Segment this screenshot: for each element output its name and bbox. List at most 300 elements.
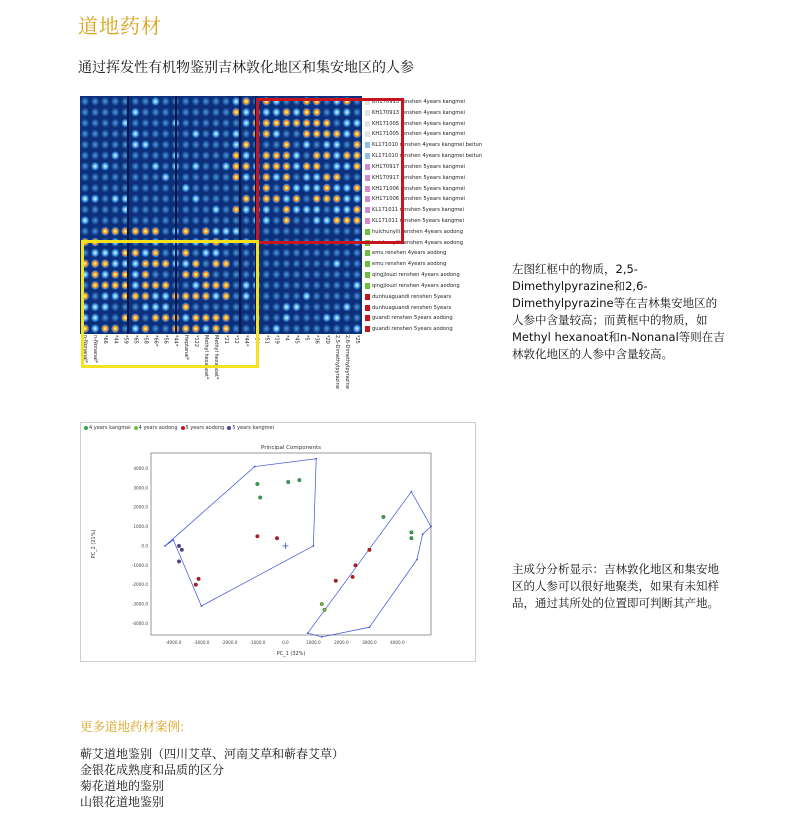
- compound-label: *4: [283, 335, 290, 341]
- heatmap-cell: [141, 129, 150, 138]
- heatmap-cell: [111, 129, 120, 138]
- heatmap-cell: [101, 108, 110, 117]
- pca-point: [256, 534, 260, 538]
- pca-x-tick: 4000.0: [390, 640, 405, 645]
- heatmap-cell: [222, 97, 231, 106]
- sample-label-text: KL171010 renshen 4years kangmei beitun: [372, 142, 483, 149]
- heatmap-cell: [242, 97, 251, 106]
- sample-label-text: KH170913 renshen 4years kangmei: [372, 99, 465, 105]
- heatmap-cell: [343, 292, 352, 301]
- heatmap-cell: [353, 259, 362, 268]
- sample-color-swatch: [365, 261, 370, 267]
- heatmap-cell: [131, 194, 140, 203]
- heatmap-cell: [302, 292, 311, 301]
- sample-label-text: emu renshen 4years aodong: [372, 250, 447, 257]
- heatmap-cell: [222, 194, 231, 203]
- compound-label: *122: [192, 335, 199, 348]
- sample-label: [365, 313, 453, 323]
- sample-color-swatch: [365, 283, 370, 289]
- heatmap-cell: [262, 292, 271, 301]
- heatmap-cell: [222, 108, 231, 117]
- heatmap-cell: [312, 248, 321, 257]
- heatmap-cell: [302, 281, 311, 290]
- section-heading: 通过挥发性有机物鉴别吉林敦化地区和集安地区的人参: [78, 60, 414, 76]
- heatmap-cell: [151, 216, 160, 225]
- compound-label: *44*: [243, 335, 250, 347]
- heatmap-cell: [333, 292, 342, 301]
- sample-color-swatch: [365, 272, 370, 278]
- heatmap-cell: [222, 162, 231, 171]
- heatmap-cell: [322, 292, 331, 301]
- heatmap-cell: [81, 108, 90, 117]
- heatmap-cell: [322, 302, 331, 311]
- heatmap-cell: [81, 118, 90, 127]
- heatmap-cell: [91, 140, 100, 149]
- heatmap-cell: [322, 259, 331, 268]
- heatmap-cell: [181, 183, 190, 192]
- pca-point: [410, 536, 414, 540]
- compound-label: *36: [313, 335, 320, 344]
- pca-plot-frame: [151, 453, 431, 635]
- heatmap-cell: [181, 205, 190, 214]
- heatmap-cell: [141, 118, 150, 127]
- sample-label-text: KH171006 renshen 5years kangmei: [372, 185, 465, 192]
- heatmap-cell: [222, 129, 231, 138]
- heatmap-cell: [161, 118, 170, 127]
- heatmap-cell: [81, 162, 90, 171]
- heatmap-cell: [181, 97, 190, 106]
- heatmap-cell: [242, 216, 251, 225]
- heatmap-cell: [101, 97, 110, 106]
- heatmap-cell: [262, 281, 271, 290]
- heatmap-cell: [141, 173, 150, 182]
- more-example-item[interactable]: 金银花成熟度和品质的区分: [80, 763, 225, 777]
- heatmap-cell: [292, 292, 301, 301]
- heatmap-cell: [242, 129, 251, 138]
- compound-label: *65: [132, 335, 139, 344]
- pca-point: [177, 544, 181, 548]
- heatmap-cell: [81, 151, 90, 160]
- heatmap-cell: [192, 194, 201, 203]
- pca-y-tick: 0.0: [141, 543, 148, 549]
- heatmap-cell: [151, 97, 160, 106]
- heatmap-cell: [322, 270, 331, 279]
- pca-point: [177, 560, 181, 564]
- heatmap-cell: [131, 129, 140, 138]
- heatmap-cell: [101, 151, 110, 160]
- heatmap-cell: [141, 108, 150, 117]
- heatmap-cell: [333, 324, 342, 333]
- sample-label: [365, 259, 446, 269]
- heatmap-cell: [101, 140, 110, 149]
- heatmap-cell: [161, 194, 170, 203]
- heatmap-cell: [272, 259, 281, 268]
- compound-label: *51: [263, 335, 270, 344]
- heatmap-cell: [322, 324, 331, 333]
- compound-label: *5: [303, 335, 310, 341]
- pca-y-tick: -3000.0: [131, 601, 148, 607]
- heatmap-cell: [111, 173, 120, 182]
- sample-label-text: guandi renshen 5years aodong: [372, 326, 453, 333]
- heatmap-cell: [111, 151, 120, 160]
- heatmap-cell: [343, 248, 352, 257]
- pca-point: [410, 531, 414, 535]
- heatmap-cell: [192, 173, 201, 182]
- heatmap-cell: [101, 227, 110, 236]
- pca-hull-vertex: [164, 545, 166, 547]
- compound-label: *20: [323, 335, 330, 344]
- heatmap-cell: [81, 183, 90, 192]
- pca-x-tick: -3000.0: [193, 640, 210, 645]
- heatmap-cell: [111, 162, 120, 171]
- heatmap-cell: [101, 194, 110, 203]
- sample-label: [365, 248, 446, 258]
- pca-title: Principal Components: [261, 445, 321, 451]
- heatmap-cell: [192, 97, 201, 106]
- heatmap-cell: [101, 118, 110, 127]
- heatmap-cell: [141, 205, 150, 214]
- heatmap-cell: [242, 108, 251, 117]
- heatmap-cell: [212, 183, 221, 192]
- pca-y-tick: 3000.0: [133, 485, 148, 491]
- heatmap-cell: [81, 227, 90, 236]
- pca-x-tick: 3000.0: [362, 640, 377, 645]
- heatmap-cell: [161, 216, 170, 225]
- pca-point: [298, 478, 302, 482]
- heatmap-cell: [353, 324, 362, 333]
- pca-x-label: PC_1 (32%): [276, 651, 306, 657]
- heatmap-cell: [262, 248, 271, 257]
- heatmap-cell: [212, 129, 221, 138]
- pca-point: [354, 563, 358, 567]
- pca-figure: [80, 422, 476, 662]
- pca-point: [368, 548, 372, 552]
- pca-y-tick: -4000.0: [131, 620, 148, 626]
- heatmap-cell: [202, 227, 211, 236]
- compound-label: *25: [353, 335, 360, 344]
- heatmap-cell: [91, 194, 100, 203]
- heatmap-cell: [222, 205, 231, 214]
- heatmap-cell: [242, 140, 251, 149]
- pca-hull-vertex: [411, 491, 413, 493]
- pca-annotation: 主成分分析显示：吉林敦化地区和集安地区的人参可以很好地聚类，如果有未知样品，通过其所处的位置即可判断其产地。: [512, 562, 719, 610]
- pca-hull-vertex: [430, 526, 432, 528]
- compound-label: *58: [142, 335, 149, 344]
- pca-point: [180, 548, 184, 552]
- heatmap-cell: [202, 173, 211, 182]
- heatmap-cell: [111, 140, 120, 149]
- more-example-item[interactable]: 蕲艾道地鉴别（四川艾草、河南艾草和蕲春艾草）: [80, 747, 345, 761]
- heatmap-cell: [202, 216, 211, 225]
- heatmap-cell: [282, 324, 291, 333]
- compound-label: 2,6-Dimethylpyrazine: [343, 335, 350, 389]
- heatmap-cell: [91, 162, 100, 171]
- heatmap-cell: [292, 281, 301, 290]
- heatmap-cell: [192, 183, 201, 192]
- sample-label-text: dunhuaguandi renshen 5years: [372, 293, 452, 300]
- heatmap-cell: [91, 129, 100, 138]
- pca-hull-vertex: [422, 533, 424, 535]
- pca-hull-vertex: [173, 539, 175, 541]
- heatmap-cell: [81, 173, 90, 182]
- heatmap-cell: [302, 302, 311, 311]
- heatmap-cell: [181, 216, 190, 225]
- compound-label: *19: [273, 335, 280, 344]
- heatmap-cell: [212, 140, 221, 149]
- heatmap-cell: [272, 248, 281, 257]
- heatmap-cell: [212, 227, 221, 236]
- sample-label-text: huichunyili renshen 4years aodong: [372, 239, 464, 246]
- heatmap-cell: [212, 173, 221, 182]
- heatmap-cell: [161, 173, 170, 182]
- heatmap-cell: [242, 205, 251, 214]
- heatmap-cell: [272, 292, 281, 301]
- heatmap-cell: [212, 162, 221, 171]
- heatmap-cell: [302, 313, 311, 322]
- heatmap-cell: [111, 227, 120, 236]
- pca-x-tick: 0.0: [282, 640, 289, 645]
- heatmap-cell: [131, 118, 140, 127]
- compound-label: *45: [293, 335, 300, 344]
- heatmap-cell: [322, 281, 331, 290]
- heatmap-cell: [161, 151, 170, 160]
- heatmap-cell: [131, 216, 140, 225]
- heatmap-cell: [131, 97, 140, 106]
- sample-label-text: emu renshen 4years aodong: [372, 261, 447, 268]
- sample-label-text: qingjiouzi renshen 4years aodong: [372, 272, 460, 279]
- heatmap-cell: [292, 270, 301, 279]
- pca-y-tick: 2000.0: [133, 504, 148, 510]
- heatmap-cell: [312, 292, 321, 301]
- heatmap-cell: [343, 302, 352, 311]
- heatmap-cell: [343, 281, 352, 290]
- heatmap-cell: [161, 227, 170, 236]
- heatmap-cell: [192, 205, 201, 214]
- heatmap-cell: [202, 162, 211, 171]
- heatmap-cell: [202, 183, 211, 192]
- pca-legend-label: 5 years kangmei: [232, 425, 274, 431]
- sample-color-swatch: [365, 326, 370, 332]
- voc-heatmap-figure: [80, 96, 483, 389]
- heatmap-cell: [141, 97, 150, 106]
- heatmap-cell: [242, 183, 251, 192]
- heatmap-cell: [343, 313, 352, 322]
- sample-label: [365, 281, 460, 291]
- heatmap-cell: [353, 292, 362, 301]
- heatmap-cell: [192, 118, 201, 127]
- compound-label: *44*: [172, 335, 179, 347]
- pca-x-tick: -1000.0: [249, 640, 266, 645]
- compound-label: n-Nonanal*: [82, 335, 89, 364]
- heatmap-cell: [111, 205, 120, 214]
- heatmap-cell: [81, 194, 90, 203]
- heatmap-cell: [101, 183, 110, 192]
- heatmap-cell: [81, 216, 90, 225]
- more-example-item[interactable]: 山银花道地鉴别: [80, 795, 165, 809]
- heatmap-cell: [333, 248, 342, 257]
- sample-label-text: huichunyili renshen 4years aodong: [372, 228, 464, 235]
- heatmap-cell: [192, 216, 201, 225]
- heatmap-cell: [131, 227, 140, 236]
- pca-y-tick: -2000.0: [131, 582, 148, 588]
- heatmap-cell: [151, 173, 160, 182]
- compound-label: Methyl hexanoat*: [202, 335, 209, 380]
- heatmap-cell: [192, 227, 201, 236]
- heatmap-cell: [282, 281, 291, 290]
- pca-point: [256, 482, 260, 486]
- heatmap-cell: [111, 97, 120, 106]
- pca-point: [258, 496, 262, 500]
- heatmap-cell: [151, 108, 160, 117]
- heatmap-cell: [181, 129, 190, 138]
- heatmap-cell: [333, 313, 342, 322]
- heatmap-cell: [151, 194, 160, 203]
- heatmap-cell: [111, 108, 120, 117]
- more-example-item[interactable]: 菊花道地的鉴别: [80, 779, 165, 793]
- sample-label-text: KL171011 renshen 5years kangmei: [372, 207, 464, 214]
- heatmap-cell: [101, 173, 110, 182]
- pca-point: [275, 536, 279, 540]
- compound-label: *12: [233, 335, 240, 344]
- compound-label: *66: [102, 335, 109, 344]
- heatmap-cell: [242, 227, 251, 236]
- compound-label: *44: [112, 335, 119, 344]
- heatmap-cell: [333, 302, 342, 311]
- heatmap-cell: [192, 140, 201, 149]
- heatmap-cell: [242, 162, 251, 171]
- heatmap-cell: [353, 270, 362, 279]
- heatmap-cell: [302, 259, 311, 268]
- heatmap-cell: [202, 205, 211, 214]
- heatmap-cell: [282, 259, 291, 268]
- heatmap-cell: [111, 216, 120, 225]
- sample-label-text: KL171011 renshen 5years kangmei: [372, 218, 464, 224]
- heatmap-cell: [151, 118, 160, 127]
- pca-x-tick: -2000.0: [221, 640, 238, 645]
- heatmap-cell: [202, 118, 211, 127]
- heatmap-cell: [141, 216, 150, 225]
- heatmap-cell: [292, 259, 301, 268]
- sample-label-text: KH171005 renshen 4years kangmei: [372, 120, 465, 127]
- heatmap-cell: [101, 162, 110, 171]
- red-highlight-box: [256, 98, 404, 244]
- heatmap-cell: [141, 183, 150, 192]
- heatmap-cell: [242, 194, 251, 203]
- pca-x-tick: 2000.0: [334, 640, 349, 645]
- sample-label-text: qingjiouzi renshen 4years aodong: [372, 282, 460, 289]
- heatmap-cell: [131, 205, 140, 214]
- yellow-highlight-box: [81, 240, 259, 368]
- heatmap-cell: [322, 248, 331, 257]
- pca-hull-vertex: [254, 466, 256, 468]
- compound-label: *66*: [152, 335, 159, 347]
- heatmap-cell: [181, 194, 190, 203]
- heatmap-cell: [151, 140, 160, 149]
- heatmap-cell: [192, 108, 201, 117]
- heatmap-cell: [91, 216, 100, 225]
- heatmap-cell: [272, 302, 281, 311]
- heatmap-cell: [181, 162, 190, 171]
- more-examples-list: [80, 746, 344, 810]
- heatmap-cell: [202, 140, 211, 149]
- heatmap-cell: [202, 151, 211, 160]
- heatmap-cell: [222, 151, 231, 160]
- heatmap-cell: [131, 108, 140, 117]
- sample-label-text: KH171006 renshen 5years kangmei: [372, 196, 465, 203]
- sample-label-text: dunhuaguandi renshen 5years: [372, 304, 452, 311]
- sample-label-text: KH171005 renshen 4years kangmei: [372, 131, 465, 138]
- heatmap-cell: [161, 183, 170, 192]
- compound-label: *34*: [253, 335, 260, 347]
- heatmap-cell: [282, 248, 291, 257]
- heatmap-cell: [353, 248, 362, 257]
- heatmap-cell: [212, 194, 221, 203]
- pca-y-tick: 4000.0: [133, 465, 148, 471]
- pca-hull-vertex: [321, 636, 323, 638]
- heatmap-cell: [242, 118, 251, 127]
- heatmap-cell: [101, 216, 110, 225]
- heatmap-cell: [292, 302, 301, 311]
- sample-label: [365, 270, 460, 280]
- heatmap-cell: [222, 216, 231, 225]
- compound-label: n-Nonanal*: [92, 335, 99, 364]
- heatmap-cell: [181, 108, 190, 117]
- heatmap-cell: [91, 173, 100, 182]
- sample-color-swatch: [365, 250, 370, 256]
- heatmap-cell: [91, 227, 100, 236]
- heatmap-cell: [282, 270, 291, 279]
- pca-hull-vertex: [201, 605, 203, 607]
- heatmap-cell: [222, 183, 231, 192]
- heatmap-cell: [202, 108, 211, 117]
- pca-legend-label: 5 years aodong: [185, 425, 225, 431]
- heatmap-cell: [192, 129, 201, 138]
- compound-label: *21: [223, 335, 230, 344]
- pca-hull-vertex: [315, 458, 317, 460]
- heatmap-cell: [272, 313, 281, 322]
- heatmap-cell: [292, 324, 301, 333]
- heatmap-cell: [272, 270, 281, 279]
- heatmap-cell: [282, 292, 291, 301]
- pca-point: [197, 577, 201, 581]
- heatmap-cell: [91, 118, 100, 127]
- heatmap-cell: [151, 151, 160, 160]
- pca-y-tick: -1000.0: [131, 562, 148, 568]
- compound-label: *56: [162, 335, 169, 344]
- sample-label-text: KH170917 renshen 5years kangmei: [372, 174, 465, 181]
- pca-legend-label: 4 years aodong: [138, 425, 178, 431]
- heatmap-cell: [181, 118, 190, 127]
- pca-hull-vertex: [307, 632, 309, 634]
- pca-point: [286, 480, 290, 484]
- pca-hull-vertex: [416, 559, 418, 561]
- heatmap-cell: [242, 173, 251, 182]
- heatmap-cell: [353, 281, 362, 290]
- heatmap-cell: [131, 140, 140, 149]
- heatmap-cell: [101, 205, 110, 214]
- heatmap-cell: [181, 173, 190, 182]
- heatmap-cell: [81, 97, 90, 106]
- compound-label: 2,5-Dimethylpyrazine: [333, 335, 340, 389]
- heatmap-cell: [141, 194, 150, 203]
- heatmap-cell: [282, 302, 291, 311]
- heatmap-cell: [343, 259, 352, 268]
- heatmap-cell: [111, 118, 120, 127]
- heatmap-cell: [262, 302, 271, 311]
- heatmap-cell: [192, 151, 201, 160]
- heatmap-cell: [101, 129, 110, 138]
- heatmap-cell: [312, 270, 321, 279]
